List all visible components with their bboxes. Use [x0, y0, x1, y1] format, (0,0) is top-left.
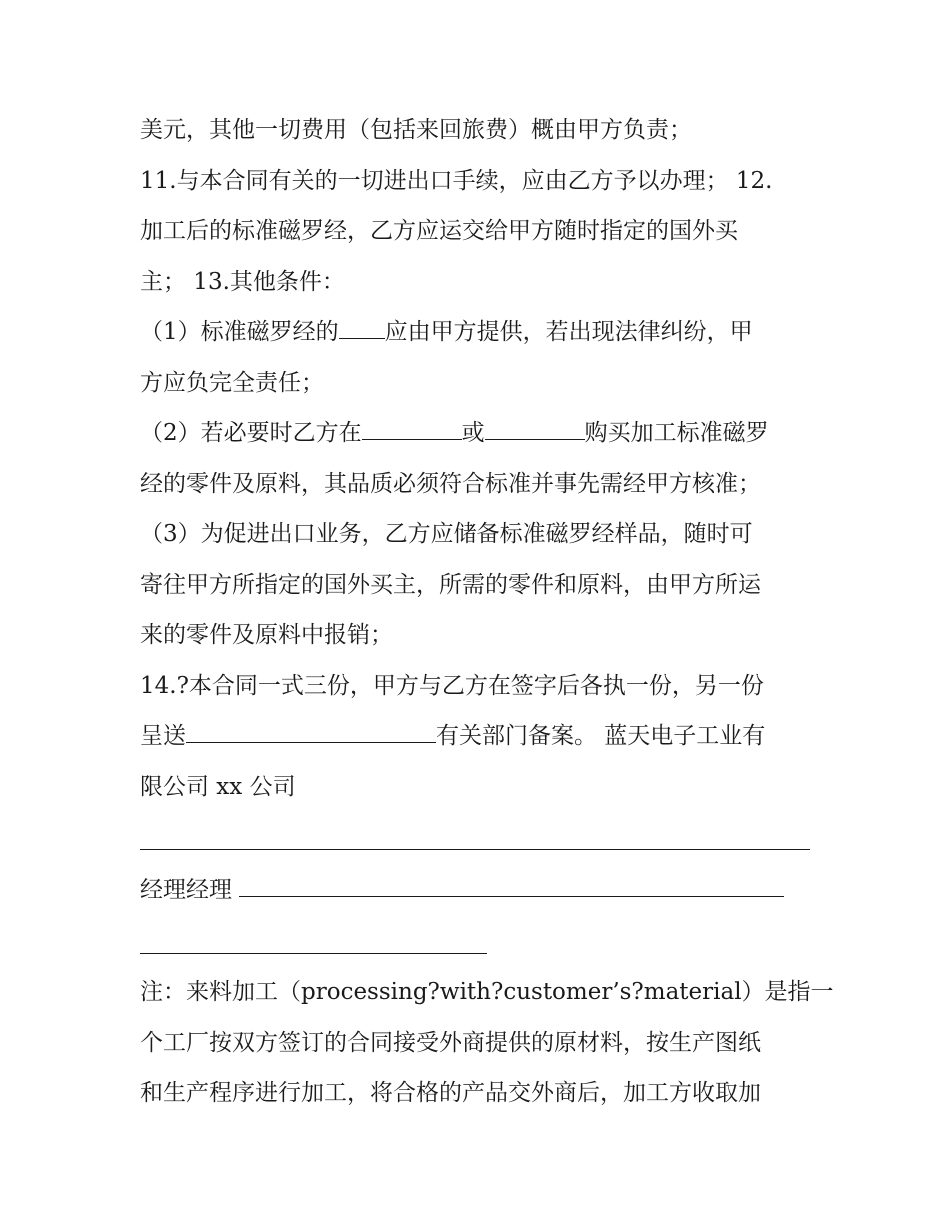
text-line: 方应负完全责任； — [140, 370, 324, 396]
signature-rule — [140, 849, 810, 850]
text-line: （3）为促进出口业务，乙方应储备标准磁罗经样品，随时可 — [140, 521, 753, 547]
clause-2-line — [140, 418, 820, 448]
signature-blank — [239, 876, 784, 897]
submission-text-b: 有关部门备案。 蓝天电子工业有 — [436, 723, 766, 749]
text-line: 14.?本合同一式三份，甲方与乙方在签字后各执一份，另一份 — [140, 673, 764, 699]
fill-blank — [186, 722, 436, 743]
fill-blank — [339, 318, 385, 339]
note-line: 和生产程序进行加工，将合格的产品交外商后，加工方收取加 — [140, 1080, 761, 1106]
fill-blank — [485, 419, 585, 440]
text-line: 美元，其他一切费用（包括来回旅费）概由甲方负责； — [140, 117, 692, 143]
clause-2-text-a: （2）若必要时乙方在 — [140, 420, 362, 446]
clause-1-text-a: （1）标准磁罗经的 — [140, 319, 339, 345]
text-line: 经的零件及原料，其品质必须符合标准并事先需经甲方核准； — [140, 471, 761, 497]
signature-rule — [140, 953, 487, 954]
text-line: 加工后的标准磁罗经，乙方应运交给甲方随时指定的国外买 — [140, 218, 738, 244]
submission-line — [140, 721, 820, 751]
clause-2-text-b: 或 — [461, 420, 485, 446]
manager-line — [140, 875, 820, 905]
note-line: 个工厂按双方签订的合同接受外商提供的原材料，按生产图纸 — [140, 1030, 761, 1056]
text-line: 11.与本合同有关的一切进出口手续，应由乙方予以办理； 12. — [140, 168, 773, 194]
text-line: 寄往甲方所指定的国外买主，所需的零件和原料，由甲方所运 — [140, 572, 761, 598]
text-line: 来的零件及原料中报销； — [140, 622, 393, 648]
clause-1-text-b: 应由甲方提供，若出现法律纠纷，甲 — [384, 319, 753, 345]
submission-text-a: 呈送 — [140, 723, 186, 749]
clause-1-line — [140, 317, 820, 347]
note-line: 注：来料加工（processing?with?customer’s?material）是指一 — [140, 979, 834, 1005]
text-line: 主； 13.其他条件： — [140, 269, 345, 295]
fill-blank — [362, 419, 462, 440]
manager-label: 经理经理 — [140, 877, 240, 903]
company-line: 限公司 xx 公司 — [140, 774, 296, 800]
clause-2-text-c: 购买加工标准磁罗 — [584, 420, 769, 446]
